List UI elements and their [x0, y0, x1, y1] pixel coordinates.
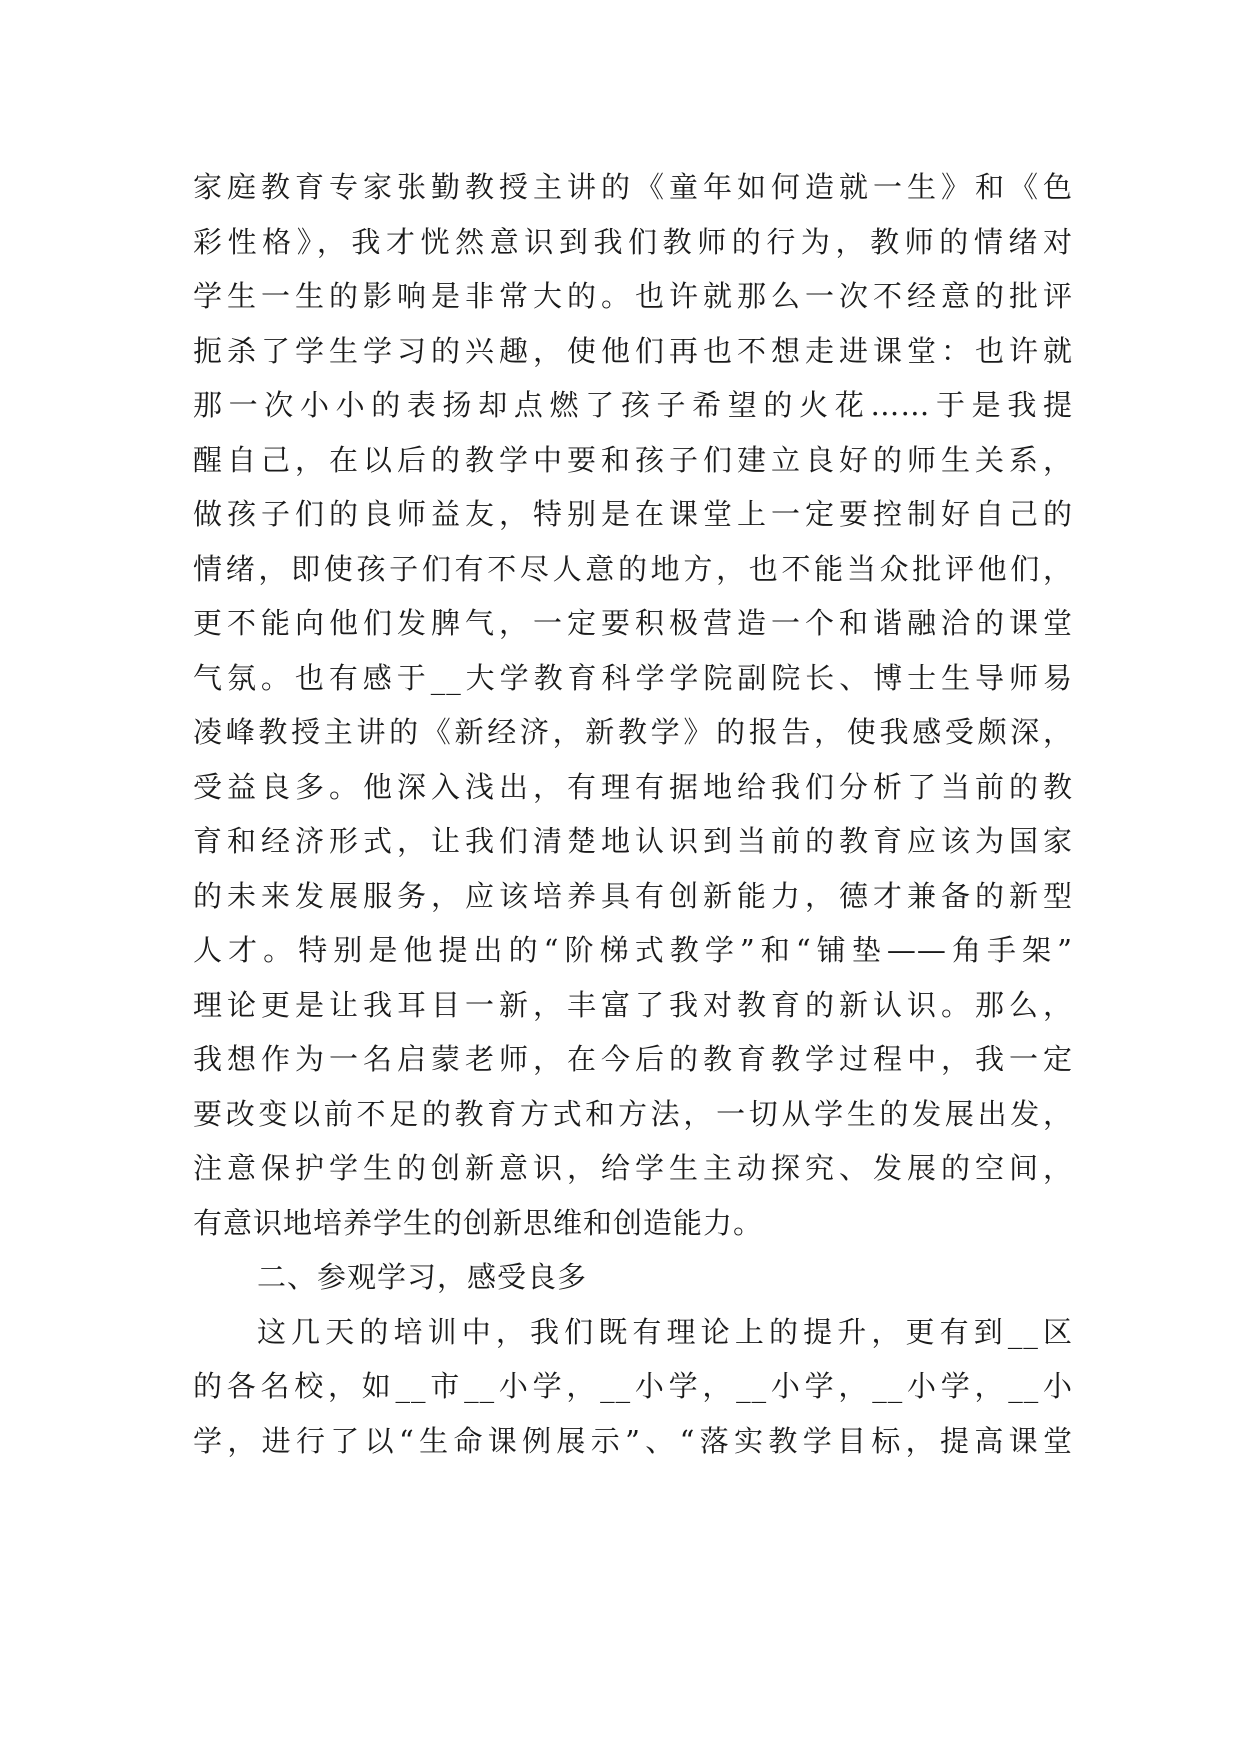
text-line: 更不能向他们发脾气，一定要积极营造一个和谐融洽的课堂 — [193, 606, 1073, 640]
text-line: 这几天的培训中，我们既有理论上的提升，更有到__区 — [257, 1314, 1073, 1349]
text-line: 彩性格》，我才恍然意识到我们教师的行为，教师的情绪对 — [193, 224, 1073, 259]
text-line: 有意识地培养学生的创新思维和创造能力。 — [193, 1205, 764, 1240]
text-line: 家庭教育专家张勤教授主讲的《童年如何造就一生》和《色 — [193, 170, 1073, 204]
text-line: 我想作为一名启蒙老师，在今后的教育教学过程中，我一定 — [193, 1042, 1073, 1076]
text-line: 情绪，即使孩子们有不尽人意的地方，也不能当众批评他们， — [193, 551, 1073, 586]
text-line: 做孩子们的良师益友，特别是在课堂上一定要控制好自己的 — [193, 497, 1073, 531]
text-line: 理论更是让我耳目一新，丰富了我对教育的新认识。那么， — [193, 987, 1073, 1022]
text-line: 要改变以前不足的教育方式和方法，一切从学生的发展出发， — [193, 1096, 1073, 1131]
text-line: 学，进行了以“生命课例展示”、“落实教学目标，提高课堂 — [193, 1423, 1073, 1458]
text-line: 人才。特别是他提出的“阶梯式教学”和“铺垫——角手架” — [193, 933, 1073, 967]
text-line: 受益良多。他深入浅出，有理有据地给我们分析了当前的教 — [193, 769, 1073, 804]
text-line: 扼杀了学生学习的兴趣，使他们再也不想走进课堂：也许就 — [193, 333, 1073, 368]
text-line: 醒自己，在以后的教学中要和孩子们建立良好的师生关系， — [193, 442, 1073, 477]
section-heading: 二、参观学习，感受良多 — [257, 1260, 588, 1294]
body-text — [193, 160, 1073, 1468]
text-line: 的未来发展服务，应该培养具有创新能力，德才兼备的新型 — [193, 878, 1073, 913]
text-line: 注意保护学生的创新意识，给学生主动探究、发展的空间， — [193, 1151, 1073, 1185]
text-line: 气氛。也有感于__大学教育科学学院副院长、博士生导师易 — [193, 660, 1073, 695]
text-line: 那一次小小的表扬却点燃了孩子希望的火花……于是我提 — [193, 388, 1073, 422]
text-line: 凌峰教授主讲的《新经济，新教学》的报告，使我感受颇深， — [193, 715, 1073, 749]
text-line: 的各名校，如__市__小学，__小学，__小学，__小学，__小 — [193, 1369, 1073, 1403]
text-line: 学生一生的影响是非常大的。也许就那么一次不经意的批评 — [193, 279, 1073, 313]
text-line: 育和经济形式，让我们清楚地认识到当前的教育应该为国家 — [193, 824, 1073, 858]
